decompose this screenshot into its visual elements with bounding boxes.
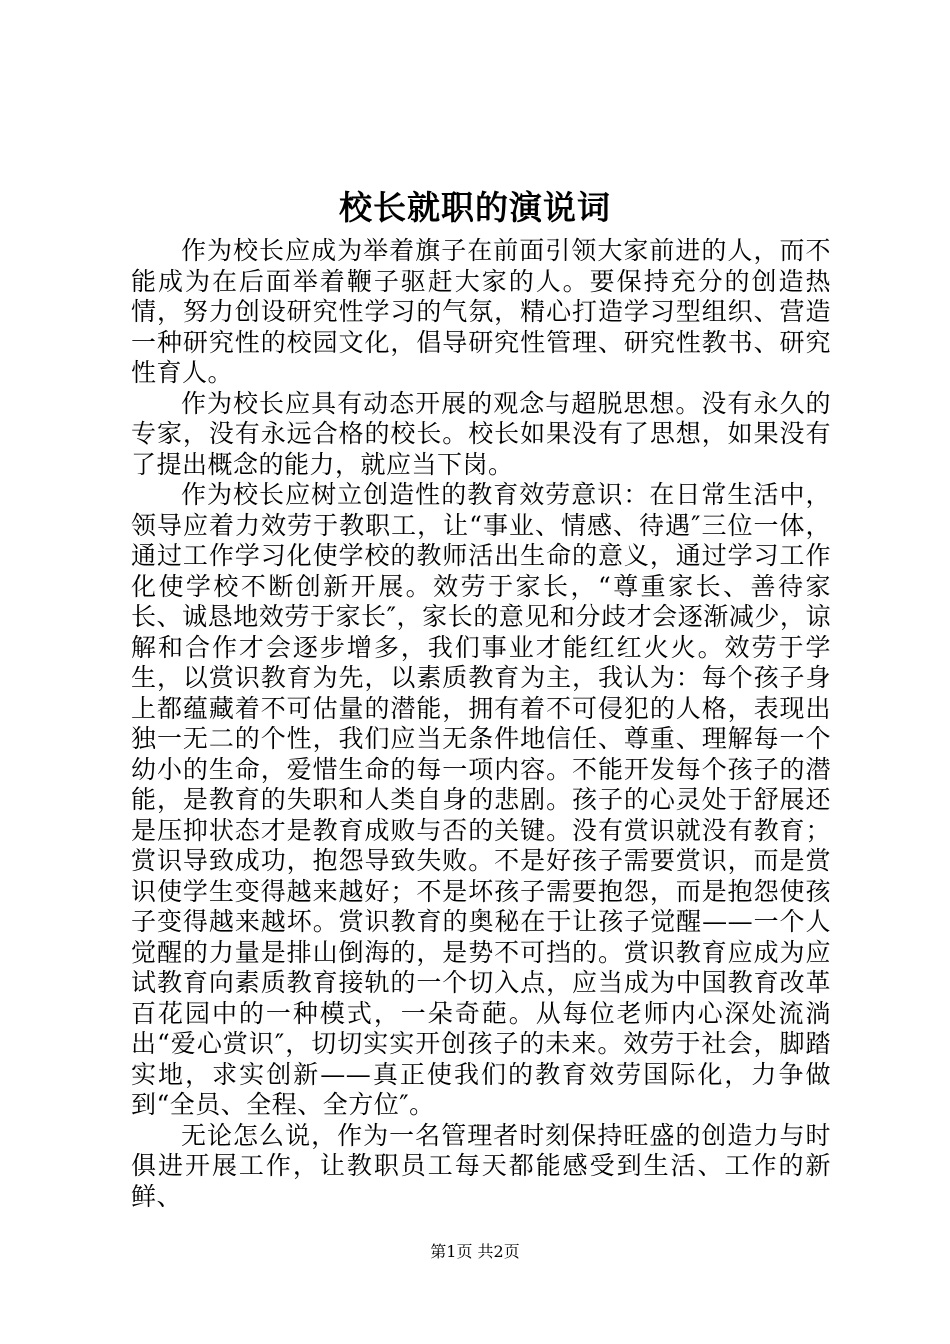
paragraph-4: 无论怎么说，作为一名管理者时刻保持旺盛的创造力与时俱进开展工作，让教职员工每天都能感受到生活、工作的新鲜、 <box>131 1120 831 1211</box>
paragraph-1: 作为校长应成为举着旗子在前面引领大家前进的人，而不能成为在后面举着鞭子驱赶大家的人。要保持充分的创造热情，努力创设研究性学习的气氛，精心打造学习型组织、营造一种研究性的校园文化，倡导研究性管理、研究性教书、研究性育人。 <box>131 236 831 387</box>
paragraph-2: 作为校长应具有动态开展的观念与超脱思想。没有永久的专家，没有永远合格的校长。校长如果没有了思想，如果没有了提出概念的能力，就应当下岗。 <box>131 388 831 479</box>
document-body <box>131 236 831 1212</box>
page-footer: 第1页 共2页 <box>430 1242 520 1261</box>
paragraph-3: 作为校长应树立创造性的教育效劳意识：在日常生活中，领导应着力效劳于教职工，让“事业、情感、待遇″三位一体，通过工作学习化使学校的教师活出生命的意义，通过学习工作化使学校不断创新开展。效劳于家长，“尊重家长、善待家长、诚恳地效劳于家长″，家长的意见和分歧才会逐渐减少，谅解和合作才会逐步增多，我们事业才能红红火火。效劳于学生，以赏识教育为先，以素质教育为主，我认为：每个孩子身上都蕴藏着不可估量的潜能，拥有着不可侵犯的人格，表现出独一无二的个性，我们应当无条件地信任、尊重、理解每一个幼小的生命，爱惜生命的每一项内容。不能开发每个孩子的潜能，是教育的失职和人类自身的悲剧。孩子的心灵处于舒展还是压抑状态才是教育成败与否的关键。没有赏识就没有教育；赏识导致成功，抱怨导致失败。不是好孩子需要赏识，而是赏识使学生变得越来越好；不是坏孩子需要抱怨，而是抱怨使孩子变得越来越坏。赏识教育的奥秘在于让孩子觉醒——一个人觉醒的力量是排山倒海的，是势不可挡的。赏识教育应成为应试教育向素质教育接轨的一个切入点，应当成为中国教育改革百花园中的一种模式，一朵奇葩。从每位老师内心深处流淌出“爱心赏识″，切切实实开创孩子的未来。效劳于社会，脚踏实地，求实创新——真正使我们的教育效劳国际化，力争做到“全员、全程、全方位″。 <box>131 480 831 1119</box>
document-title: 校长就职的演说词 <box>339 188 611 227</box>
